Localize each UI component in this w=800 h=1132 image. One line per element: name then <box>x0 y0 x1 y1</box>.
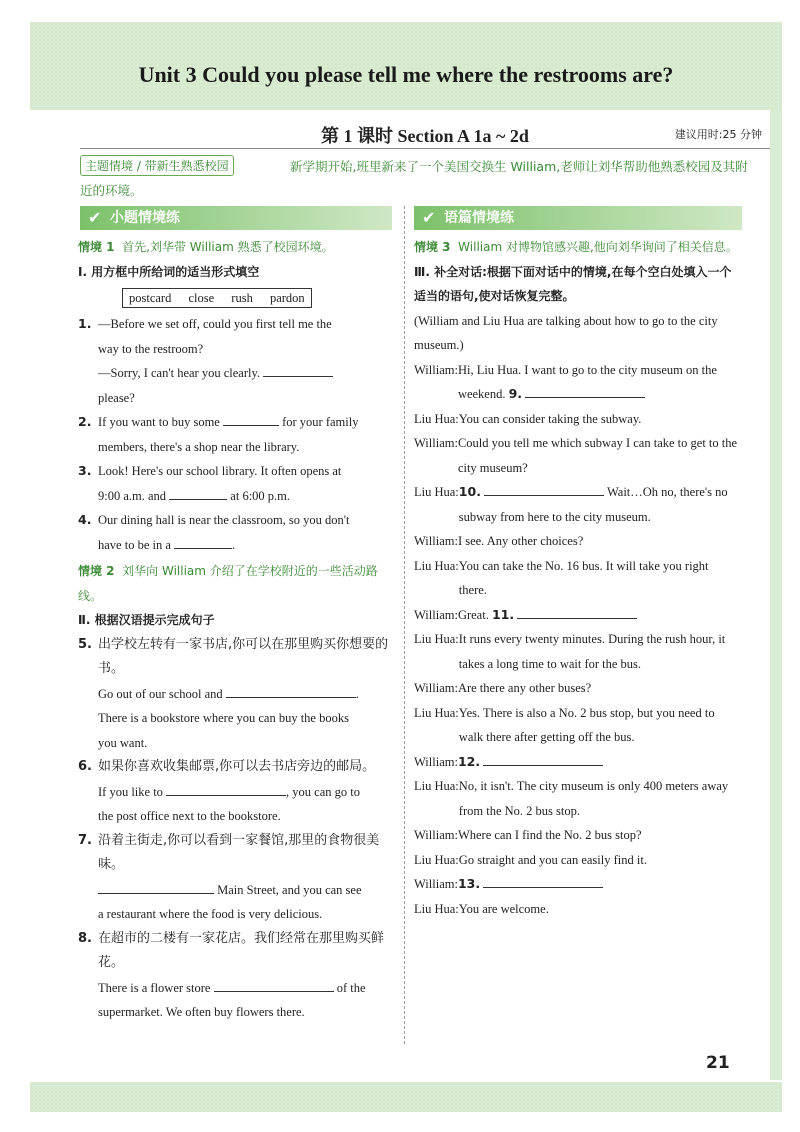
speaker-label: Liu Hua: <box>414 779 459 793</box>
question-2: 2. If you want to buy some for your family <box>78 410 398 435</box>
speaker-label: William: <box>414 607 458 622</box>
dialogue-text: Go straight and you can easily find it. <box>458 852 647 867</box>
dialogue-text: I see. Any other choices? <box>457 534 584 548</box>
situation-1: 情境 1 首先,刘华带 William 熟悉了校园环境。 <box>78 240 334 254</box>
column-divider <box>404 206 405 1044</box>
dialogue-line <box>414 872 738 897</box>
dialogue-text: You can take the No. 16 bus. It will take you right there. <box>458 558 709 597</box>
question-number: 9. <box>508 386 523 401</box>
dialogue-intro: (William and Liu Hua are talking about how to go to the city museum.) <box>414 313 718 352</box>
banner-right-label: 语篇情境练 <box>444 210 514 226</box>
question-3: 3. Look! Here's our school library. It often opens at <box>78 463 342 478</box>
question-1: 1. —Before we set off, could you first tell me the <box>78 316 332 331</box>
answer-blank[interactable] <box>169 485 227 500</box>
dialogue-line <box>414 603 738 628</box>
dialogue-line <box>414 358 738 407</box>
situation-2: 情境 2 刘华向 William 介绍了在学校附近的一些活动路线。 <box>78 564 378 603</box>
speaker-label: Liu Hua: <box>414 901 459 916</box>
answer-blank[interactable] <box>223 411 279 426</box>
dialogue-text: Yes. There is also a No. 2 bus stop, but you need to walk there after getting off the bus. <box>458 705 715 744</box>
dialogue-line <box>414 823 738 848</box>
dialogue-line <box>414 848 738 873</box>
speaker-label: Liu Hua: <box>414 852 459 867</box>
dialogue-text: It runs every twenty minutes. During the rush hour, it takes a long time to wait for the bus. <box>458 632 726 671</box>
dialogue-text: 10. Wait…Oh no, there's no subway from here to the city museum. <box>459 480 738 529</box>
speaker-label: William: <box>414 828 458 842</box>
speaker-label: William: <box>414 681 458 695</box>
dialogue-line <box>414 554 738 603</box>
theme-text: 新学期开始,班里新来了一个美国交换生 William,老师让刘华帮助他熟悉校园及其附近的环境。 <box>80 159 748 198</box>
dialogue-text <box>458 872 738 897</box>
lesson-bar <box>80 118 770 148</box>
dialogue-line <box>414 701 738 750</box>
dialogue-text: Hi, Liu Hua. I want to go to the city museum on the weekend. 9. <box>457 362 717 401</box>
answer-blank[interactable] <box>214 977 334 992</box>
dialogue-line <box>414 529 738 554</box>
answer-blank[interactable] <box>483 873 603 888</box>
speaker-label: William: <box>414 754 458 769</box>
question-7: 7. 沿着主街走,你可以看到一家餐馆,那里的食物很美味。 <box>78 832 380 872</box>
word-box: postcard close rush pardon <box>122 288 312 308</box>
banner-left <box>80 206 392 230</box>
question-4: 4. Our dining hall is near the classroom, so you don't <box>78 512 350 527</box>
page-number: 21 <box>706 1053 730 1073</box>
speaker-label: William: <box>414 436 458 450</box>
footer-background <box>30 1082 782 1112</box>
dialogue-text: You are welcome. <box>458 901 549 916</box>
dialogue-line <box>414 774 738 823</box>
theme-tag: 主题情境 / 带新生熟悉校园 <box>80 155 234 176</box>
dialogue-line <box>414 627 738 676</box>
dialogue-text: No, it isn't. The city museum is only 400 meters away from the No. 2 bus stop. <box>458 779 729 818</box>
question-number: 12. <box>457 753 481 769</box>
part1-heading: Ⅰ. 用方框中所给词的适当形式填空 <box>78 264 260 279</box>
dialogue-text: Are there any other buses? <box>457 681 592 695</box>
left-column: 情境 1 首先,刘华带 William 熟悉了校园环境。 Ⅰ. 用方框中所给词的适当形式填空 postcard close rush pardon 1. —Before we set off, could you first tell me the way to the restroom? —Sorry, I can't hear you clearly. please? 2. If you want to buy some for your family members, there's a shop near the library. 3. Look! Here's our school library. It often opens at 9:00 a.m. and at 6:00 p.m. 4. Our dining hall is near the classroom, so you don't have to be in a . 情境 2 刘华向 William 介绍了在学校附近的一些活动路线。 Ⅱ. 根据汉语提示完成句子 5. 出学校左转有一家书店,你可以在那里购买你想要的书。 Go out of our school and . There is a bookstore where you can buy the books you want. 6. 如果你喜欢收集邮票,你可以去书店旁边的邮局。 If you like to , you can go to the post office next to the bookstore. 7. 沿着主街走,你可以看到一家餐馆,那里的食物很美味。 Main Street, and you can see a restaurant where the food is very delicious. 8. 在超市的二楼有一家花店。我们经常在那里购买鲜花。 There is a flower store of the supermarket. We often buy flowers there. <box>78 235 398 1025</box>
question-number: 11. <box>491 606 515 622</box>
dialogue-text: Could you tell me which subway I can take to get to the city museum? <box>457 436 738 475</box>
question-number: 10. <box>458 484 481 499</box>
dialogue <box>414 358 738 922</box>
situation-3: 情境 3 William 对博物馆感兴趣,他向刘华询问了相关信息。 <box>414 240 738 254</box>
answer-blank[interactable] <box>98 879 214 894</box>
banner-left-label: 小题情境练 <box>110 210 180 226</box>
speaker-label: Liu Hua: <box>414 705 459 720</box>
dialogue-text: Where can I find the No. 2 bus stop? <box>457 828 642 842</box>
right-column <box>414 235 738 921</box>
question-number: 13. <box>457 876 481 891</box>
divider <box>80 148 770 149</box>
lesson-title: 第 1 课时 Section A 1a ~ 2d <box>321 126 529 146</box>
answer-blank[interactable] <box>166 781 286 796</box>
question-5: 5. 出学校左转有一家书店,你可以在那里购买你想要的书。 <box>78 636 389 676</box>
dialogue-line <box>414 407 738 432</box>
suggested-time: 建议用时:25 分钟 <box>674 128 762 141</box>
answer-blank[interactable] <box>517 604 637 619</box>
answer-blank[interactable] <box>226 683 356 698</box>
unit-title: Unit 3 Could you please tell me where the restrooms are? <box>138 62 674 87</box>
dialogue-text: You can consider taking the subway. <box>458 411 642 426</box>
dialogue-text <box>458 750 738 775</box>
question-6: 6. 如果你喜欢收集邮票,你可以去书店旁边的邮局。 <box>78 759 376 774</box>
part2-heading: Ⅱ. 根据汉语提示完成句子 <box>78 613 215 627</box>
dialogue-line <box>414 480 738 529</box>
answer-blank[interactable] <box>483 751 603 766</box>
dialogue-line <box>414 750 738 775</box>
answer-blank[interactable] <box>525 383 645 398</box>
speaker-label: Liu Hua: <box>414 632 459 646</box>
dialogue-line <box>414 431 738 480</box>
check-icon: ✔ <box>422 208 436 227</box>
speaker-label: Liu Hua: <box>414 411 459 426</box>
speaker-label: Liu Hua: <box>414 558 459 573</box>
check-icon: ✔ <box>88 208 102 227</box>
dialogue-line <box>414 897 738 922</box>
speaker-label: William: <box>414 534 458 548</box>
speaker-label: William: <box>414 877 458 891</box>
answer-blank[interactable] <box>263 362 333 377</box>
dialogue-line <box>414 676 738 701</box>
answer-blank[interactable] <box>484 481 604 496</box>
speaker-label: William: <box>414 362 458 377</box>
answer-blank[interactable] <box>174 534 232 549</box>
side-stripe <box>770 110 782 1080</box>
question-8: 8. 在超市的二楼有一家花店。我们经常在那里购买鲜花。 <box>78 930 385 970</box>
dialogue-text: Great. 11. <box>458 603 738 628</box>
part3-heading: Ⅲ. 补全对话:根据下面对话中的情境,在每个空白处填入一个适当的语句,使对话恢复完整。 <box>414 264 732 303</box>
banner-right <box>414 206 742 230</box>
speaker-label: Liu Hua: <box>414 485 459 499</box>
